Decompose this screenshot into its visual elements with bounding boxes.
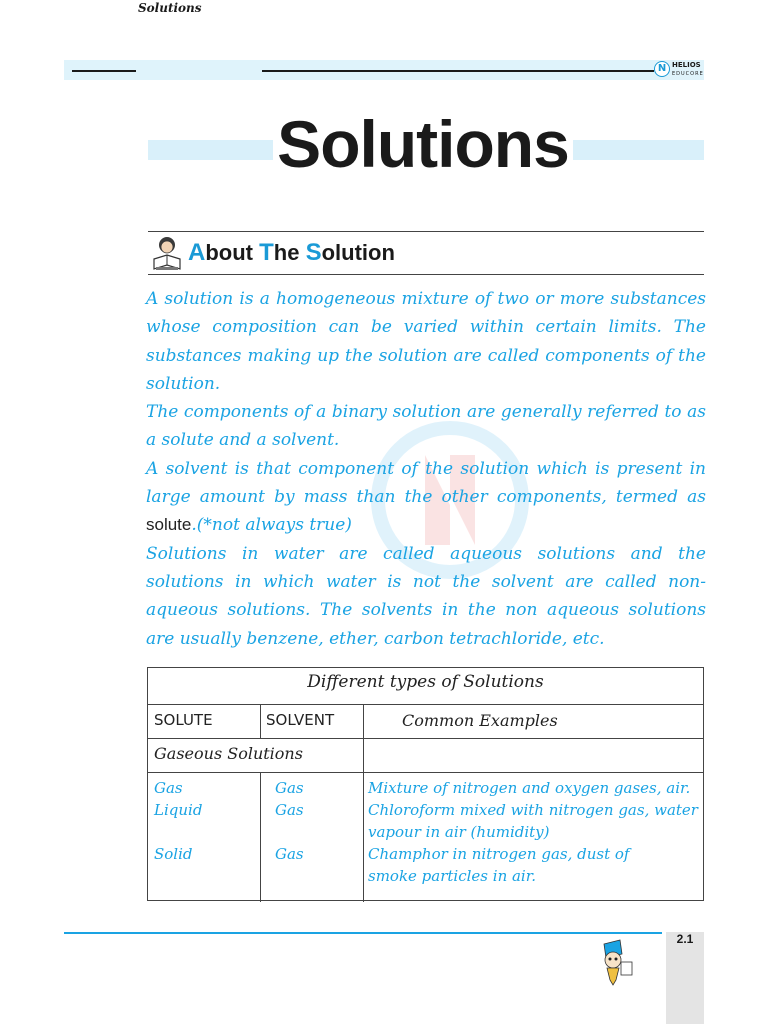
header-solvent: SOLVENT <box>266 711 335 729</box>
term-solute: solute <box>146 515 192 535</box>
footer-rule <box>64 932 662 934</box>
group-label: Gaseous Solutions <box>154 744 303 763</box>
cell-solvent: Gas <box>275 801 304 819</box>
heading-cap-s: S <box>305 239 322 266</box>
page-title-text: Solutions <box>273 107 573 181</box>
running-header <box>64 60 704 80</box>
header-rule-right <box>262 70 654 72</box>
table-caption: Different types of Solutions <box>307 672 544 692</box>
solutions-table <box>147 667 704 901</box>
brand-subtitle: EDUCORE <box>672 71 704 77</box>
cell-example: Chloroform mixed with nitrogen gas, water vapour in air (humidity) <box>368 801 698 841</box>
paragraph-solvent-text: A solvent is that component of the solution which is present in large amount by mass than the other components, termed as <box>146 458 706 508</box>
header-section-label: Solutions <box>138 1 202 15</box>
cell-solvent: Gas <box>275 845 304 863</box>
cell-example: Champhor in nitrogen gas, dust of smoke particles in air. <box>368 845 630 885</box>
logo-icon: N <box>654 61 670 77</box>
header-solute: SOLUTE <box>154 711 213 729</box>
paragraph-definition: A solution is a homogeneous mixture of two or more substances whose composition can be varied within certain limits. The substances making up the solution are called components of the solution. <box>146 289 706 394</box>
heading-cap-t: T <box>259 239 274 266</box>
brand-name: HELIOS <box>672 61 701 69</box>
table-rule <box>148 738 703 739</box>
page-number: 2.1 <box>676 932 694 946</box>
page-title <box>0 106 768 182</box>
header-examples: Common Examples <box>402 711 558 730</box>
paragraph-solvent-note: .(*not always true) <box>191 515 352 536</box>
section-rule-top <box>148 231 704 232</box>
table-col-rule <box>363 704 364 902</box>
cell-solute: Liquid <box>154 801 203 819</box>
heading-part-3: olution <box>321 240 395 265</box>
table-rule <box>148 772 703 773</box>
header-rule-left <box>72 70 136 72</box>
table-col-rule <box>260 704 261 738</box>
table-col-rule <box>260 772 261 902</box>
body-text <box>146 285 706 653</box>
cell-example: Mixture of nitrogen and oxygen gases, air. <box>368 779 691 797</box>
paragraph-solvent <box>146 455 706 540</box>
heading-part-2: he <box>273 240 306 265</box>
section-heading <box>188 239 395 267</box>
table-rule <box>148 704 703 705</box>
cell-solute: Gas <box>154 779 183 797</box>
pencil-mascot-icon <box>594 938 634 986</box>
section-rule-bottom <box>148 274 704 275</box>
brand-logo <box>654 61 702 79</box>
heading-part-1: bout <box>205 240 260 265</box>
cell-solute: Solid <box>154 845 193 863</box>
paragraph-aqueous: Solutions in water are called aqueous solutions and the solutions in which water is not the solvent are called non-aqueous solutions. The solvents in the non aqueous solutions are usually benzene, ether, carbon tetrachloride, etc. <box>146 543 706 649</box>
paragraph-binary: The components of a binary solution are generally referred to as a solute and a solvent. <box>146 402 706 451</box>
heading-cap-a: A <box>188 239 206 266</box>
reading-student-icon <box>150 235 184 271</box>
cell-solvent: Gas <box>275 779 304 797</box>
